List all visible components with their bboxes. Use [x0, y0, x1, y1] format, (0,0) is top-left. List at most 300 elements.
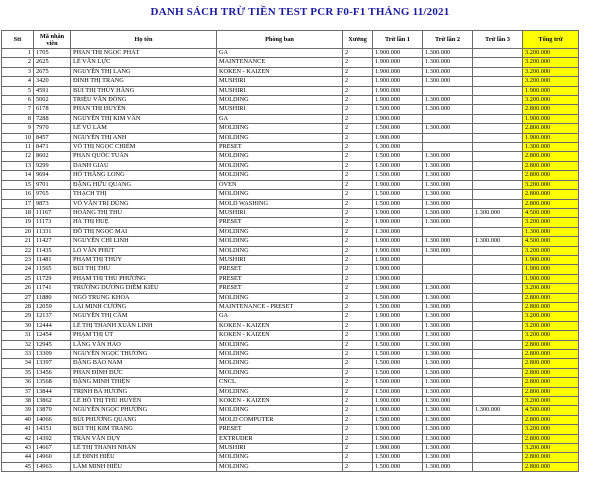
deduction-2-cell: 1.300.000: [423, 321, 473, 330]
full-name-cell: THẠCH THỊ: [71, 190, 217, 199]
department-cell: GA: [217, 49, 343, 58]
full-name-cell: LÒ VĂN PHÚT: [71, 246, 217, 255]
total-deduction-cell: 3.200.000: [523, 218, 579, 227]
full-name-cell: LÊ THỊ THANH NHÀN: [71, 444, 217, 453]
total-deduction-cell: 2.800.000: [523, 199, 579, 208]
department-cell: MOLD COMPUTER: [217, 415, 343, 424]
deduction-2-cell: 1.300.000: [423, 444, 473, 453]
deduction-2-cell: 1.300.000: [423, 208, 473, 217]
workshop-cell: 2: [343, 359, 373, 368]
table-row: [2, 293, 579, 302]
total-deduction-cell: 2.800.000: [523, 161, 579, 170]
deduction-1-cell: 1.500.000: [373, 152, 423, 161]
workshop-cell: 2: [343, 284, 373, 293]
workshop-cell: 2: [343, 331, 373, 340]
deduction-1-cell: 1.500.000: [373, 415, 423, 424]
deduction-3-cell: [473, 133, 523, 142]
stt-cell: 5: [2, 86, 34, 95]
total-deduction-cell: 2.800.000: [523, 462, 579, 471]
stt-cell: 17: [2, 199, 34, 208]
deduction-3-cell: [473, 218, 523, 227]
table-row: [2, 133, 579, 142]
full-name-cell: LÊ VŨ LÂM: [71, 124, 217, 133]
full-name-cell: LÂM MINH HIẾU: [71, 462, 217, 471]
deduction-2-cell: 1.300.000: [423, 49, 473, 58]
table-row: [2, 171, 579, 180]
deduction-1-cell: 1.500.000: [373, 340, 423, 349]
workshop-cell: 2: [343, 255, 373, 264]
department-cell: MOLDING: [217, 152, 343, 161]
workshop-cell: 2: [343, 77, 373, 86]
table-row: [2, 143, 579, 152]
workshop-cell: 2: [343, 444, 373, 453]
total-deduction-cell: 2.800.000: [523, 368, 579, 377]
deduction-1-cell: 1.900.000: [373, 246, 423, 255]
total-deduction-cell: 2.800.000: [523, 302, 579, 311]
deduction-1-cell: 1.900.000: [373, 96, 423, 105]
employee-id-cell: 13309: [34, 350, 71, 359]
deduction-1-cell: 1.500.000: [373, 350, 423, 359]
stt-cell: 35: [2, 368, 34, 377]
employee-id-cell: 12137: [34, 312, 71, 321]
department-cell: MOLDING: [217, 453, 343, 462]
full-name-cell: PHẠM THỊ THU PHƯƠNG: [71, 274, 217, 283]
deduction-3-cell: [473, 312, 523, 321]
full-name-cell: HÀ THỊ HUỆ: [71, 218, 217, 227]
deduction-2-cell: 1.300.000: [423, 359, 473, 368]
deduction-2-cell: 1.300.000: [423, 302, 473, 311]
deduction-1-cell: 1.500.000: [373, 462, 423, 471]
total-deduction-cell: 1.300.000: [523, 227, 579, 236]
full-name-cell: PHẠM THỊ ÚT: [71, 331, 217, 340]
stt-cell: 37: [2, 387, 34, 396]
full-name-cell: PHAN THỊ NGỌC PHÁT: [71, 49, 217, 58]
header-deduction-2: Trừ lần 2: [423, 31, 473, 49]
header-stt: Stt: [2, 31, 34, 49]
workshop-cell: 2: [343, 387, 373, 396]
table-row: [2, 199, 579, 208]
stt-cell: 32: [2, 340, 34, 349]
table-row: [2, 284, 579, 293]
total-deduction-cell: 3.200.000: [523, 246, 579, 255]
stt-cell: 18: [2, 208, 34, 217]
deduction-2-cell: 1.300.000: [423, 331, 473, 340]
table-row: [2, 453, 579, 462]
deduction-1-cell: 1.900.000: [373, 312, 423, 321]
deduction-1-cell: 1.500.000: [373, 199, 423, 208]
deduction-3-cell: [473, 321, 523, 330]
employee-id-cell: 2675: [34, 67, 71, 76]
deduction-1-cell: 1.900.000: [373, 58, 423, 67]
deduction-1-cell: 1.900.000: [373, 274, 423, 283]
deduction-1-cell: 1.500.000: [373, 161, 423, 170]
employee-id-cell: 5002: [34, 96, 71, 105]
workshop-cell: 2: [343, 425, 373, 434]
full-name-cell: TRIỆU VĂN ĐỒNG: [71, 96, 217, 105]
table-row: [2, 331, 579, 340]
table-row: [2, 406, 579, 415]
deduction-1-cell: 1.900.000: [373, 237, 423, 246]
full-name-cell: ĐẶNG MINH THIỆN: [71, 378, 217, 387]
table-row: [2, 67, 579, 76]
table-row: [2, 444, 579, 453]
table-row: [2, 368, 579, 377]
workshop-cell: 2: [343, 218, 373, 227]
full-name-cell: BÙI THỊ THÚY HẰNG: [71, 86, 217, 95]
deduction-1-cell: 1.500.000: [373, 434, 423, 443]
full-name-cell: LÊ VĂN LỰC: [71, 58, 217, 67]
deduction-2-cell: [423, 255, 473, 264]
department-cell: KOKEN - KAIZEN: [217, 67, 343, 76]
deduction-2-cell: 1.300.000: [423, 161, 473, 170]
table-row: [2, 359, 579, 368]
employee-id-cell: 9694: [34, 171, 71, 180]
employee-id-cell: 8457: [34, 133, 71, 142]
table-row: [2, 96, 579, 105]
department-cell: MOLDING: [217, 368, 343, 377]
stt-cell: 22: [2, 246, 34, 255]
employee-id-cell: 3420: [34, 77, 71, 86]
deduction-2-cell: 1.300.000: [423, 58, 473, 67]
workshop-cell: 2: [343, 274, 373, 283]
deduction-1-cell: 1.900.000: [373, 397, 423, 406]
workshop-cell: 2: [343, 397, 373, 406]
stt-cell: 8: [2, 114, 34, 123]
employee-id-cell: 11167: [34, 208, 71, 217]
employee-id-cell: 9701: [34, 180, 71, 189]
workshop-cell: 2: [343, 453, 373, 462]
employee-id-cell: 11481: [34, 255, 71, 264]
deduction-1-cell: 1.500.000: [373, 453, 423, 462]
header-employee-id: Mã nhân viên: [34, 31, 71, 49]
deduction-2-cell: 1.300.000: [423, 67, 473, 76]
deduction-2-cell: 1.300.000: [423, 284, 473, 293]
stt-cell: 13: [2, 161, 34, 170]
table-row: [2, 180, 579, 189]
table-row: [2, 237, 579, 246]
deduction-2-cell: 1.300.000: [423, 124, 473, 133]
department-cell: MOLDING: [217, 406, 343, 415]
deduction-3-cell: [473, 77, 523, 86]
table-row: [2, 462, 579, 471]
workshop-cell: 2: [343, 340, 373, 349]
workshop-cell: 2: [343, 265, 373, 274]
department-cell: PRESET: [217, 284, 343, 293]
employee-id-cell: 14963: [34, 462, 71, 471]
deduction-3-cell: 1.300.000: [473, 237, 523, 246]
employee-id-cell: 12444: [34, 321, 71, 330]
deduction-2-cell: 1.300.000: [423, 246, 473, 255]
employee-id-cell: 13844: [34, 387, 71, 396]
stt-cell: 3: [2, 67, 34, 76]
stt-cell: 44: [2, 453, 34, 462]
employee-id-cell: 14960: [34, 453, 71, 462]
employee-id-cell: 13862: [34, 397, 71, 406]
stt-cell: 6: [2, 96, 34, 105]
deduction-2-cell: [423, 86, 473, 95]
full-name-cell: TRỊNH BÁ HƯƠNG: [71, 387, 217, 396]
full-name-cell: HỒ THĂNG LONG: [71, 171, 217, 180]
full-name-cell: ĐỖ THỊ NGỌC MAI: [71, 227, 217, 236]
workshop-cell: 2: [343, 124, 373, 133]
table-row: [2, 246, 579, 255]
total-deduction-cell: 2.800.000: [523, 378, 579, 387]
department-cell: PRESET: [217, 143, 343, 152]
table-row: [2, 425, 579, 434]
deduction-2-cell: 1.300.000: [423, 199, 473, 208]
full-name-cell: TRƯƠNG DƯƠNG DIỄM KIỀU: [71, 284, 217, 293]
employee-id-cell: 4591: [34, 86, 71, 95]
stt-cell: 30: [2, 321, 34, 330]
department-cell: MOLDING: [217, 246, 343, 255]
total-deduction-cell: 3.200.000: [523, 397, 579, 406]
table-row: [2, 302, 579, 311]
department-cell: MUSHIRI: [217, 105, 343, 114]
deduction-1-cell: 1.500.000: [373, 302, 423, 311]
total-deduction-cell: 2.800.000: [523, 350, 579, 359]
deduction-1-cell: 1.900.000: [373, 67, 423, 76]
table-row: [2, 77, 579, 86]
deduction-3-cell: [473, 462, 523, 471]
employee-id-cell: 6178: [34, 105, 71, 114]
table-row: [2, 321, 579, 330]
workshop-cell: 2: [343, 227, 373, 236]
department-cell: MOLDING: [217, 227, 343, 236]
employee-id-cell: 14066: [34, 415, 71, 424]
deduction-1-cell: 1.900.000: [373, 425, 423, 434]
employee-id-cell: 11427: [34, 237, 71, 246]
employee-id-cell: 11435: [34, 246, 71, 255]
stt-cell: 43: [2, 444, 34, 453]
header-total-deduction: Tổng trừ: [523, 31, 579, 49]
deduction-2-cell: 1.300.000: [423, 406, 473, 415]
deduction-3-cell: [473, 67, 523, 76]
deduction-2-cell: 1.300.000: [423, 350, 473, 359]
deduction-2-cell: [423, 143, 473, 152]
deduction-1-cell: 1.500.000: [373, 387, 423, 396]
total-deduction-cell: 3.200.000: [523, 321, 579, 330]
workshop-cell: 2: [343, 67, 373, 76]
full-name-cell: PHAN THỊ HUYỀN: [71, 105, 217, 114]
stt-cell: 29: [2, 312, 34, 321]
department-cell: MOLDING: [217, 190, 343, 199]
deduction-3-cell: [473, 171, 523, 180]
workshop-cell: 2: [343, 133, 373, 142]
deduction-2-cell: 1.300.000: [423, 96, 473, 105]
full-name-cell: ĐẶNG BẢO NAM: [71, 359, 217, 368]
department-cell: GA: [217, 114, 343, 123]
total-deduction-cell: 3.200.000: [523, 67, 579, 76]
workshop-cell: 2: [343, 180, 373, 189]
department-cell: MOLDING: [217, 96, 343, 105]
deduction-2-cell: 1.300.000: [423, 293, 473, 302]
employee-id-cell: 9299: [34, 161, 71, 170]
deduction-1-cell: 1.300.000: [373, 227, 423, 236]
deduction-3-cell: 1.300.000: [473, 208, 523, 217]
workshop-cell: 2: [343, 86, 373, 95]
employee-id-cell: 9765: [34, 190, 71, 199]
full-name-cell: ĐINH THỊ TRANG: [71, 77, 217, 86]
deduction-2-cell: 1.300.000: [423, 368, 473, 377]
employee-id-cell: 11729: [34, 274, 71, 283]
deduction-1-cell: 1.900.000: [373, 218, 423, 227]
full-name-cell: PHẠM THỊ THÚY: [71, 255, 217, 264]
full-name-cell: LĂNG VĂN HÀO: [71, 340, 217, 349]
header-deduction-3: Trừ lần 3: [473, 31, 523, 49]
total-deduction-cell: 4.500.000: [523, 406, 579, 415]
total-deduction-cell: 2.800.000: [523, 387, 579, 396]
total-deduction-cell: 2.800.000: [523, 152, 579, 161]
deduction-1-cell: 1.500.000: [373, 171, 423, 180]
table-row: [2, 105, 579, 114]
workshop-cell: 2: [343, 161, 373, 170]
deduction-1-cell: 1.900.000: [373, 114, 423, 123]
deduction-1-cell: 1.900.000: [373, 49, 423, 58]
department-cell: MUSHIRI: [217, 208, 343, 217]
employee-id-cell: 8602: [34, 152, 71, 161]
deduction-1-cell: 1.300.000: [373, 143, 423, 152]
employee-id-cell: 13456: [34, 368, 71, 377]
full-name-cell: PHAN ĐÌNH ĐỨC: [71, 368, 217, 377]
table-row: [2, 255, 579, 264]
workshop-cell: 2: [343, 49, 373, 58]
total-deduction-cell: 3.200.000: [523, 77, 579, 86]
deduction-3-cell: [473, 114, 523, 123]
employee-id-cell: 11173: [34, 218, 71, 227]
total-deduction-cell: 3.200.000: [523, 425, 579, 434]
deduction-1-cell: 1.900.000: [373, 406, 423, 415]
full-name-cell: NGUYỄN THỊ LANG: [71, 67, 217, 76]
full-name-cell: NGUYỄN NGỌC PHƯỢNG: [71, 406, 217, 415]
full-name-cell: BÙI THỊ KIM TRANG: [71, 425, 217, 434]
department-cell: MOLDING: [217, 171, 343, 180]
employee-id-cell: 7970: [34, 124, 71, 133]
stt-cell: 19: [2, 218, 34, 227]
deduction-1-cell: 1.900.000: [373, 77, 423, 86]
total-deduction-cell: 1.300.000: [523, 143, 579, 152]
stt-cell: 38: [2, 397, 34, 406]
table-row: [2, 265, 579, 274]
full-name-cell: BÙI PHƯƠNG QUANG: [71, 415, 217, 424]
total-deduction-cell: 3.200.000: [523, 444, 579, 453]
total-deduction-cell: 2.800.000: [523, 105, 579, 114]
stt-cell: 24: [2, 265, 34, 274]
deduction-3-cell: [473, 143, 523, 152]
full-name-cell: NGUYỄN THỊ KIM VÂN: [71, 114, 217, 123]
deduction-3-cell: [473, 415, 523, 424]
full-name-cell: TRẦN VĂN DỤY: [71, 434, 217, 443]
department-cell: MUSHIRI: [217, 255, 343, 264]
deduction-3-cell: [473, 152, 523, 161]
department-cell: MOLDING: [217, 293, 343, 302]
table-row: [2, 218, 579, 227]
total-deduction-cell: 2.800.000: [523, 340, 579, 349]
deduction-2-cell: [423, 265, 473, 274]
deduction-2-cell: 1.300.000: [423, 453, 473, 462]
department-cell: MAINTENANCE - PRESET: [217, 302, 343, 311]
full-name-cell: NGUYỄN CHÍ LINH: [71, 237, 217, 246]
stt-cell: 40: [2, 415, 34, 424]
workshop-cell: 2: [343, 105, 373, 114]
table-row: [2, 114, 579, 123]
workshop-cell: 2: [343, 302, 373, 311]
table-row: [2, 312, 579, 321]
employee-id-cell: 11880: [34, 293, 71, 302]
workshop-cell: 2: [343, 152, 373, 161]
deduction-3-cell: [473, 265, 523, 274]
stt-cell: 2: [2, 58, 34, 67]
workshop-cell: 2: [343, 208, 373, 217]
deduction-1-cell: 1.900.000: [373, 86, 423, 95]
deduction-2-cell: 1.300.000: [423, 180, 473, 189]
department-cell: CNCL: [217, 378, 343, 387]
deduction-2-cell: [423, 114, 473, 123]
stt-cell: 23: [2, 255, 34, 264]
total-deduction-cell: 1.900.000: [523, 255, 579, 264]
employee-id-cell: 13568: [34, 378, 71, 387]
deduction-1-cell: 1.900.000: [373, 321, 423, 330]
deduction-3-cell: [473, 331, 523, 340]
workshop-cell: 2: [343, 171, 373, 180]
employee-id-cell: 9873: [34, 199, 71, 208]
workshop-cell: 2: [343, 378, 373, 387]
deduction-2-cell: 1.300.000: [423, 425, 473, 434]
workshop-cell: 2: [343, 350, 373, 359]
deduction-1-cell: 1.900.000: [373, 331, 423, 340]
department-cell: MAINTENANCE: [217, 58, 343, 67]
table-row: [2, 378, 579, 387]
deduction-2-cell: 1.300.000: [423, 340, 473, 349]
deduction-1-cell: 1.500.000: [373, 190, 423, 199]
deduction-3-cell: [473, 425, 523, 434]
deduction-2-cell: 1.300.000: [423, 105, 473, 114]
deduction-1-cell: 1.500.000: [373, 293, 423, 302]
deduction-2-cell: 1.300.000: [423, 462, 473, 471]
employee-id-cell: 2625: [34, 58, 71, 67]
deduction-2-cell: 1.300.000: [423, 237, 473, 246]
stt-cell: 9: [2, 124, 34, 133]
employee-id-cell: 12945: [34, 340, 71, 349]
employee-id-cell: 8471: [34, 143, 71, 152]
department-cell: MOLDING: [217, 359, 343, 368]
deduction-1-cell: 1.500.000: [373, 368, 423, 377]
total-deduction-cell: 1.900.000: [523, 114, 579, 123]
stt-cell: 39: [2, 406, 34, 415]
full-name-cell: BÙI THỊ THU: [71, 265, 217, 274]
employee-id-cell: 14351: [34, 425, 71, 434]
deduction-3-cell: [473, 58, 523, 67]
total-deduction-cell: 3.200.000: [523, 49, 579, 58]
workshop-cell: 2: [343, 237, 373, 246]
header-department: Phòng ban: [217, 31, 343, 49]
employee-id-cell: 11741: [34, 284, 71, 293]
deduction-3-cell: [473, 340, 523, 349]
stt-cell: 1: [2, 49, 34, 58]
deduction-3-cell: [473, 350, 523, 359]
workshop-cell: 2: [343, 293, 373, 302]
workshop-cell: 2: [343, 368, 373, 377]
department-cell: MOLDING: [217, 124, 343, 133]
stt-cell: 14: [2, 171, 34, 180]
table-row: [2, 124, 579, 133]
deduction-2-cell: [423, 274, 473, 283]
total-deduction-cell: 1.900.000: [523, 86, 579, 95]
deduction-2-cell: 1.300.000: [423, 218, 473, 227]
deduction-table: [1, 30, 579, 472]
employee-id-cell: 12059: [34, 302, 71, 311]
deduction-3-cell: [473, 302, 523, 311]
table-row: [2, 227, 579, 236]
